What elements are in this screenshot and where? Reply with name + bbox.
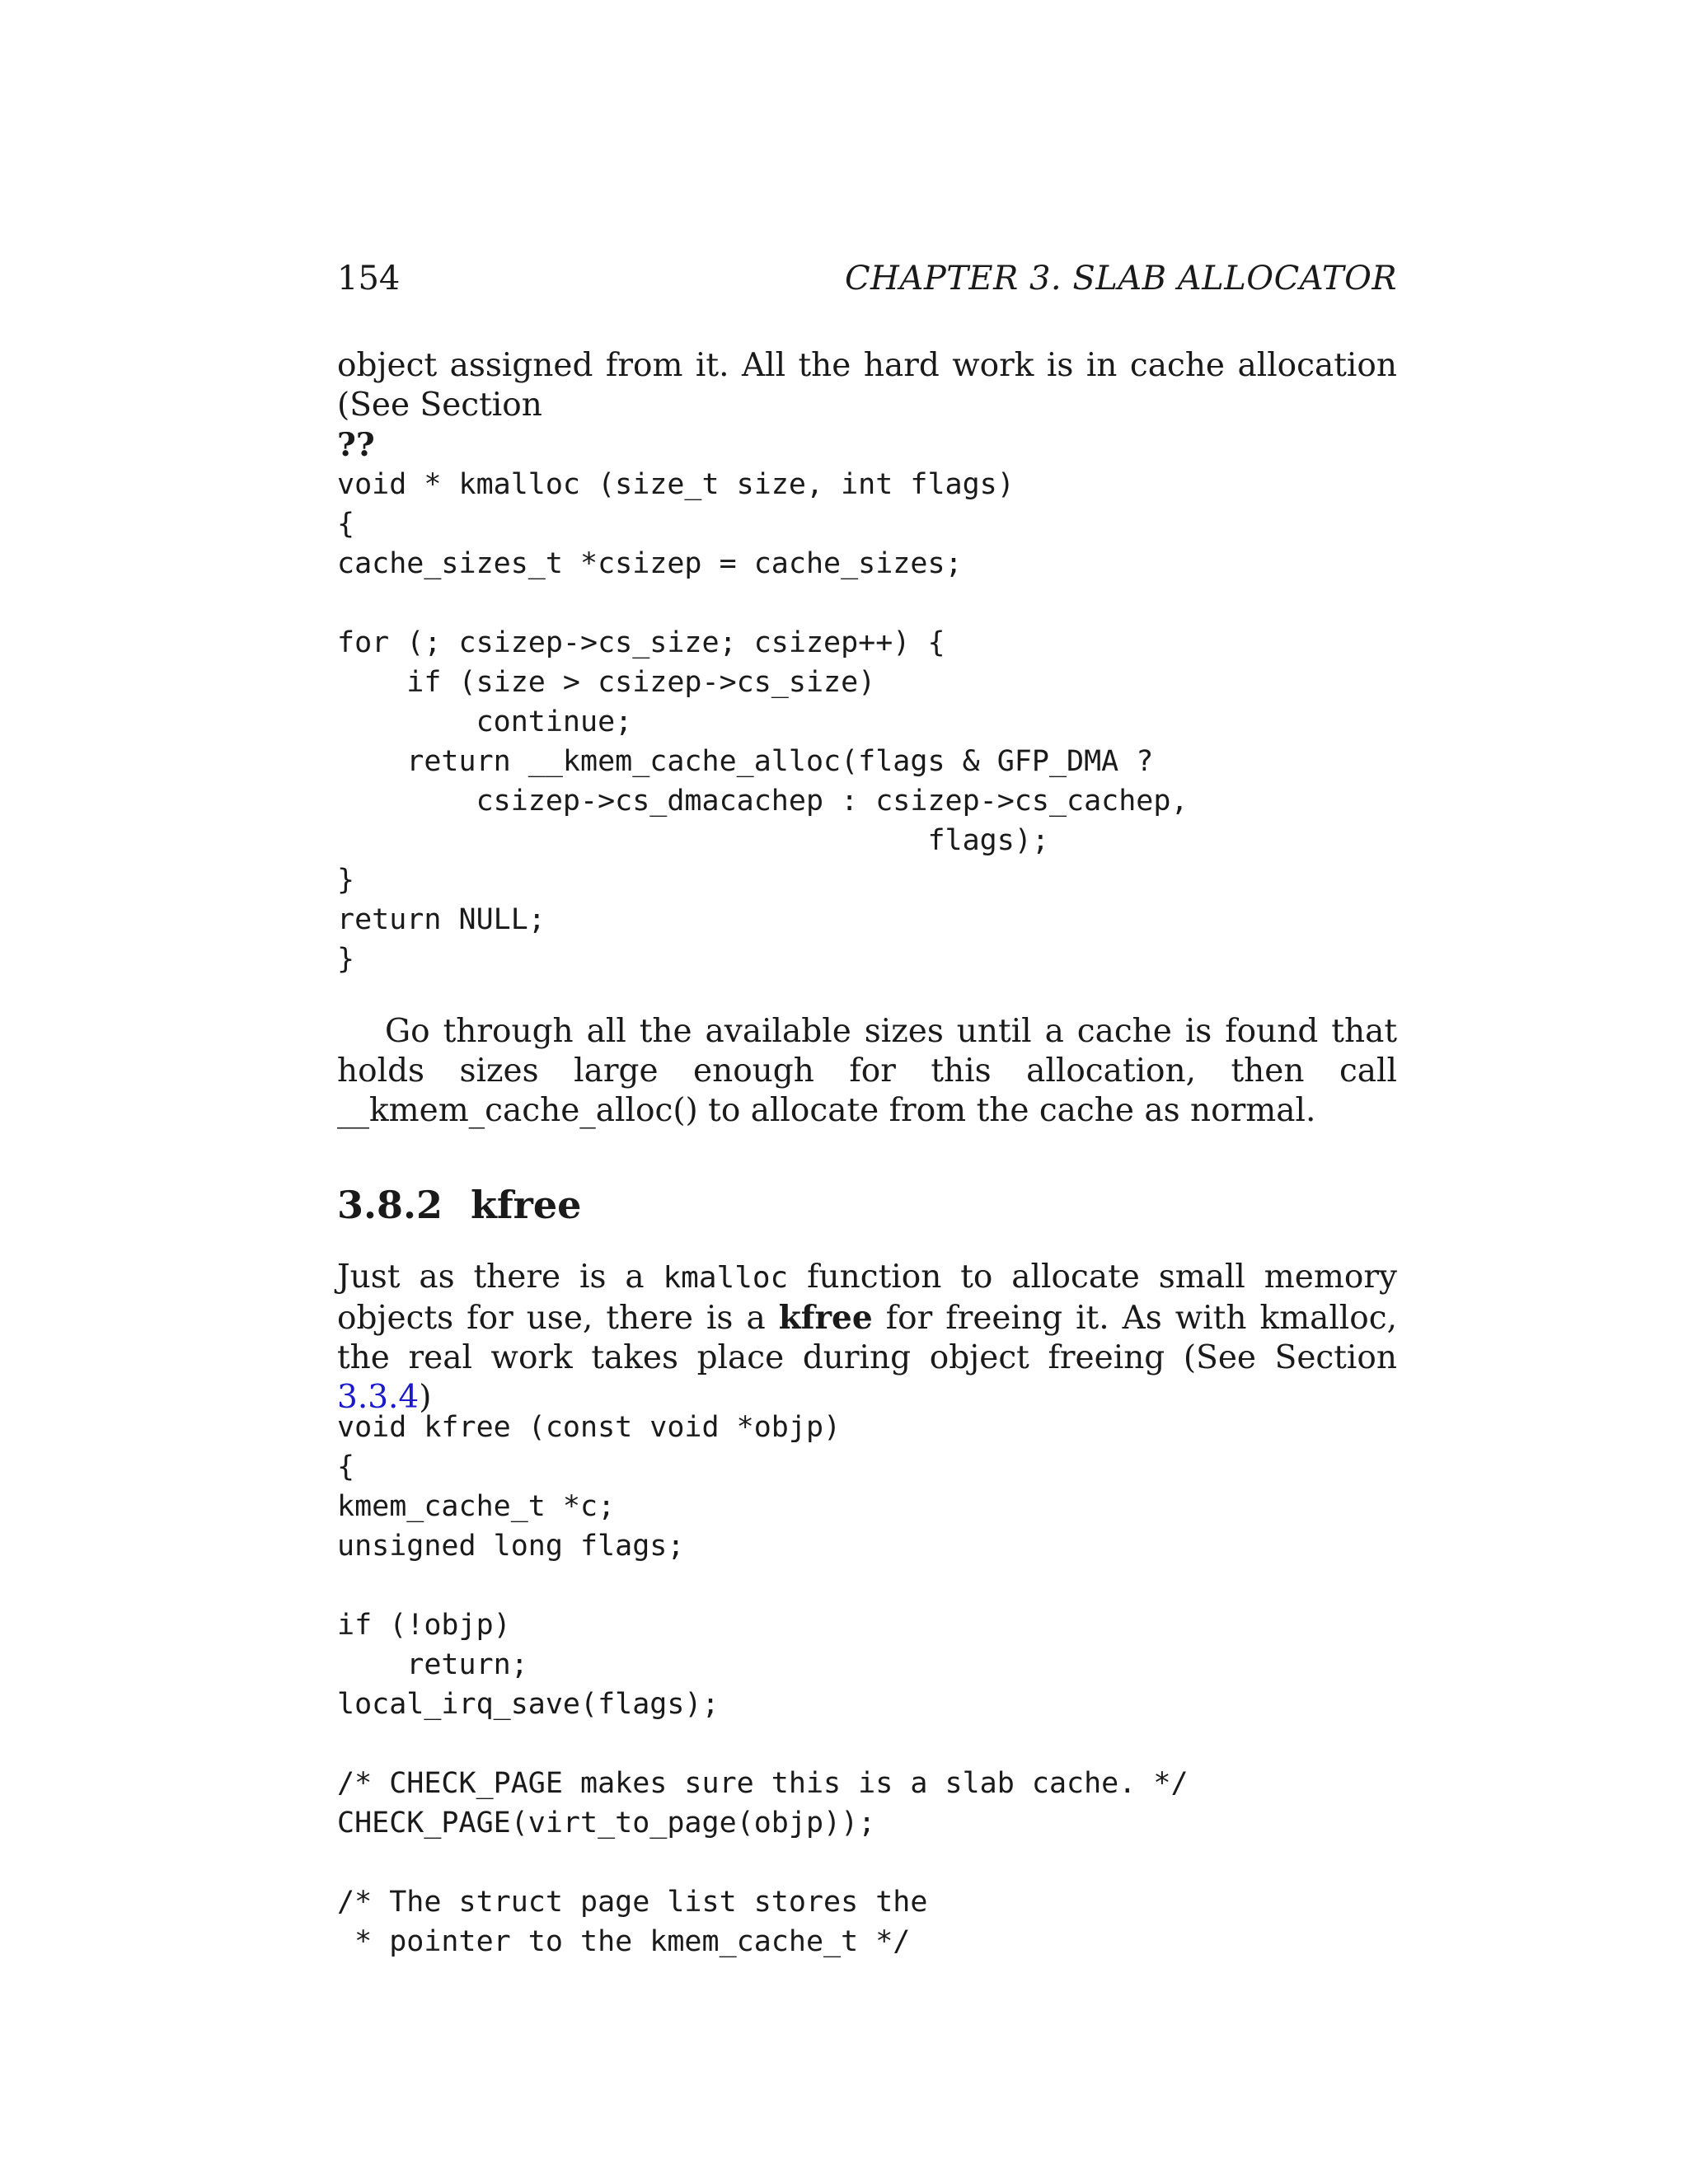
section-title: kfree (471, 1183, 582, 1227)
chapter-title: CHAPTER 3. SLAB ALLOCATOR (844, 260, 1397, 298)
code-line: void * kmalloc (size_t size, int flags) (337, 468, 1015, 501)
code-line: cache_sizes_t *csizep = cache_sizes; (337, 547, 963, 580)
code-line: unsigned long flags; (337, 1530, 685, 1563)
code-line: csizep->cs_dmacachep : csizep->cs_cachep, (337, 785, 1189, 818)
code-line: kmem_cache_t *c; (337, 1490, 616, 1523)
code-line: * pointer to the kmem_cache_t */ (337, 1925, 911, 1958)
code-line: return __kmem_cache_alloc(flags & GFP_DMA ? (337, 745, 1154, 778)
kfree-intro-paragraph (337, 1258, 1397, 1418)
section-heading (337, 1179, 581, 1231)
code-line: } (337, 943, 355, 976)
running-header (337, 255, 1397, 302)
kfree-intro-text: function to allocate small memory objects for use, there is a (337, 1258, 1397, 1337)
code-line: { (337, 1451, 355, 1483)
kmalloc-code-listing (337, 465, 1189, 979)
kfree-intro-text: Just as there is a (337, 1258, 663, 1296)
missing-section-reference: ?? (337, 426, 375, 464)
kfree-intro-text: for freeing it. As with kmalloc, the real work takes place during object freeing (See Section (337, 1300, 1397, 1376)
code-line: CHECK_PAGE(virt_to_page(objp)); (337, 1807, 876, 1840)
code-line: /* CHECK_PAGE makes sure this is a slab cache. */ (337, 1767, 1189, 1800)
kmalloc-explanation-paragraph: Go through all the available sizes until a cache is found that holds sizes large enough for this allocation, then call __kmem_cache_alloc() to allocate from the cache as normal. (337, 1013, 1397, 1129)
code-line: { (337, 508, 355, 541)
code-line: flags); (337, 824, 1049, 857)
code-line: for (; csizep->cs_size; csizep++) { (337, 626, 945, 659)
kfree-intro-text: ) (419, 1379, 432, 1416)
code-line: return; (337, 1648, 528, 1681)
intro-text: object assigned from it. All the hard work is in cache allocation (See Section (337, 347, 1397, 424)
kfree-code-listing (337, 1408, 1189, 1961)
code-line: if (size > csizep->cs_size) (337, 666, 876, 699)
code-line: if (!objp) (337, 1609, 511, 1642)
intro-paragraph (337, 346, 1397, 465)
code-line: continue; (337, 705, 633, 738)
code-line: void kfree (const void *objp) (337, 1411, 842, 1444)
section-cross-reference-link[interactable]: 3.3.4 (337, 1379, 420, 1416)
code-line: /* The struct page list stores the (337, 1886, 928, 1919)
code-line: return NULL; (337, 903, 546, 936)
bold-term-kfree: kfree (778, 1299, 873, 1337)
inline-code-kmalloc: kmalloc (663, 1261, 789, 1295)
code-line: local_irq_save(flags); (337, 1688, 720, 1721)
section-number: 3.8.2 (337, 1183, 443, 1227)
code-line: } (337, 864, 355, 897)
page-number: 154 (337, 260, 401, 298)
